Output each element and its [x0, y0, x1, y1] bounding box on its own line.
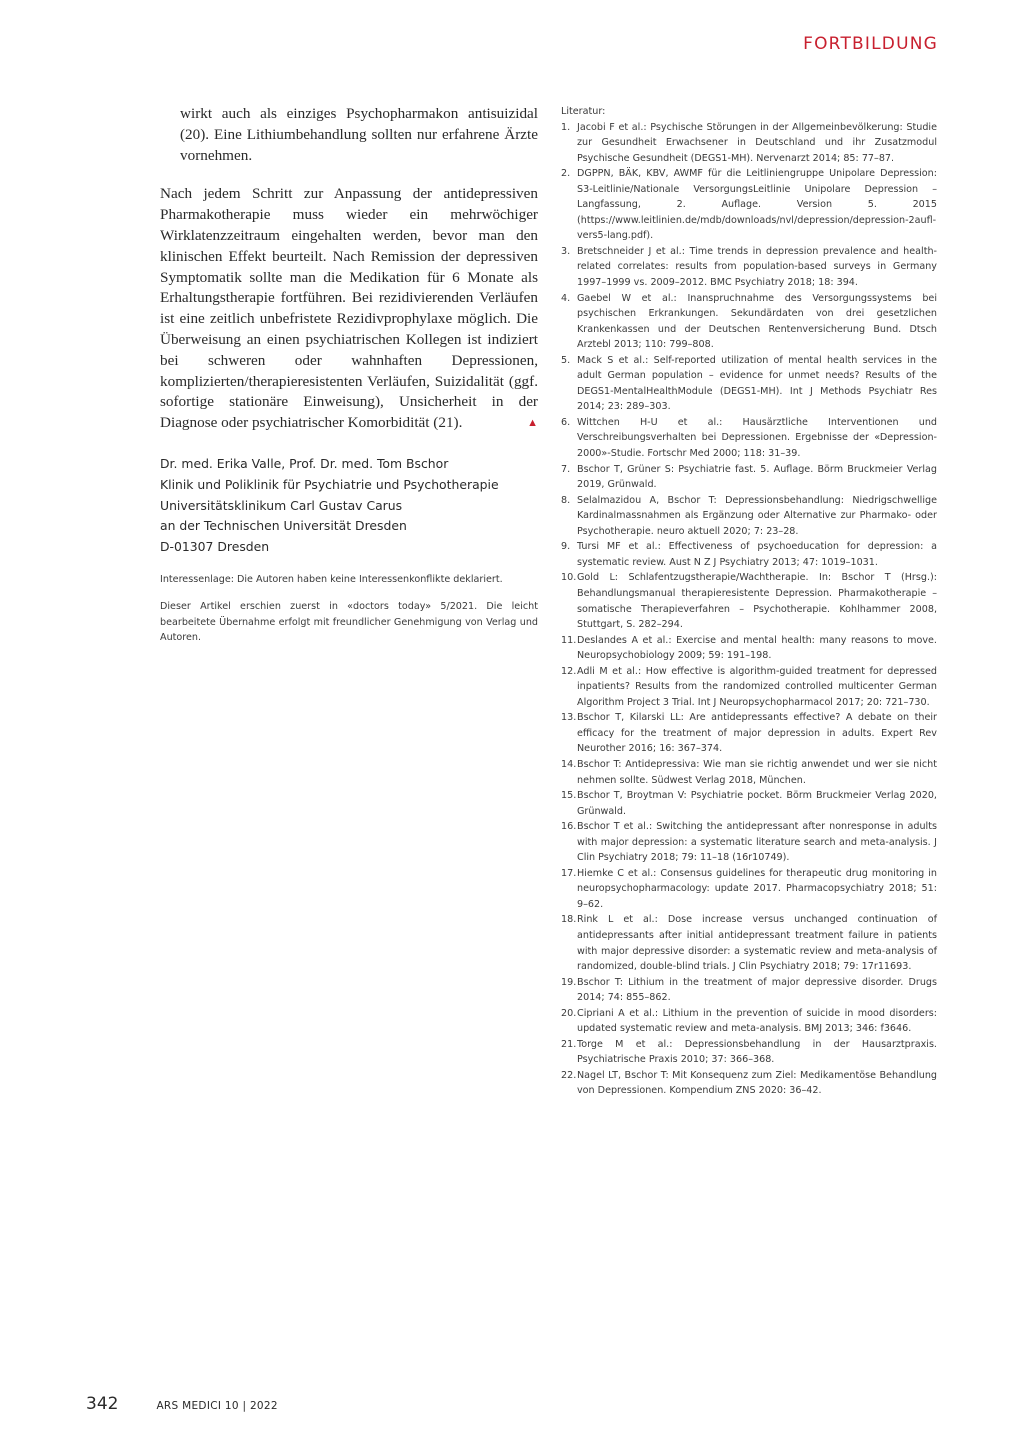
reference-text: Tursi MF et al.: Effectiveness of psychoeducation for depression: a systematic review. Aust N Z J Psychiatry 2013; 47: 1019–1031.	[577, 541, 937, 568]
reference-list	[561, 120, 937, 1099]
reference-number: 4.	[561, 292, 571, 304]
body-paragraph-2	[160, 184, 538, 434]
reference-text: DGPPN, BÄK, KBV, AWMF für die Leitliniengruppe Unipolare Depression: S3-Leitlinie/Nationale VersorgungsLeitlinie Unipolare Depression – Langfassung, 2. Auflage. Version 5. 2015 (https://www.leitlinien.de/mdb/downloads/nvl/depression/depression-2aufl-vers5-lang.pdf).	[577, 168, 937, 242]
page-footer	[86, 1394, 486, 1414]
reference-text: Wittchen H-U et al.: Hausärztliche Interventionen und Verschreibungsverhalten bei Depressionen. Ergebnisse der «Depression-2000»-Studie. Fortschr Med 2000; 118: 31–39.	[577, 416, 937, 460]
body-paragraph-1: wirkt auch als einziges Psychopharmakon antisuizidal (20). Eine Lithiumbehandlung sollten nur erfahrene Ärzte vornehmen.	[180, 105, 538, 164]
reference-text: Rink L et al.: Dose increase versus unchanged continuation of antidepressants after initial antidepressant treatment failure in patients with major depressive disorder: a systematic review and meta-analysis of randomized, double-blind trials. J Clin Psychiatry 2018; 79: 17r11693.	[577, 914, 937, 973]
reference-text: Bschor T, Kilarski LL: Are antidepressants effective? A debate on their efficacy for the treatment of major depression in adults. Expert Rev Neurother 2016; 16: 367–374.	[577, 712, 937, 755]
reference-text: Gaebel W et al.: Inanspruchnahme des Versorgungssystems bei psychischen Erkrankungen. Sekundärdaten von drei gesetzlichen Krankenkassen und der Deutschen Rentenversicherung Bund. Dtsch Arztebl 2013; 110: 799–808.	[577, 292, 937, 351]
reference-text: Gold L: Schlafentzugstherapie/Wachtherapie. In: Bschor T (Hrsg.): Behandlungsmanual therapieresistente Depression. Pharmakotherapie – somatische Therapieverfahren – Psychotherapie. Kohlhammer 2008, Stuttgart, S. 282–294.	[577, 572, 937, 631]
reference-item	[561, 539, 937, 570]
reference-number: 5.	[561, 354, 571, 366]
reference-number: 10.	[561, 572, 577, 584]
reference-text: Adli M et al.: How effective is algorithm-guided treatment for depressed inpatients? Results from the randomized controlled multicenter German Algorithm Project 3 Trial. Int J Neuropsychopharmacol 2017; 20: 721–730.	[577, 665, 937, 708]
reference-item	[561, 1037, 937, 1068]
article-body-column	[160, 104, 538, 646]
reference-number: 11.	[561, 634, 577, 646]
reference-item	[561, 975, 937, 1006]
reference-text: Bschor T et al.: Switching the antidepressant after nonresponse in adults with major depression: a systematic literature search and meta-analysis. J Clin Psychiatry 2018; 79: 11–18 (16r10749).	[577, 821, 937, 864]
reference-number: 7.	[561, 463, 571, 475]
conflict-of-interest-note: Interessenlage: Die Autoren haben keine Interessenkonflikte deklariert.	[160, 573, 503, 585]
reference-item	[561, 570, 937, 632]
reference-item	[561, 866, 937, 913]
reference-text: Nagel LT, Bschor T: Mit Konsequenz zum Ziel: Medikamentöse Behandlung von Depressionen. Kompendium ZNS 2020: 36–42.	[577, 1069, 937, 1097]
reference-item	[561, 291, 937, 353]
reference-number: 18.	[561, 914, 577, 926]
journal-issue: ARS MEDICI 10 | 2022	[156, 1400, 278, 1412]
reference-number: 2.	[561, 168, 571, 180]
author-hospital: Universitätsklinikum Carl Gustav Carus	[160, 497, 403, 513]
reference-text: Cipriani A et al.: Lithium in the prevention of suicide in mood disorders: updated systematic review and meta-analysis. BMJ 2013; 346: f3646.	[577, 1007, 937, 1035]
publication-note: Dieser Artikel erschien zuerst in «doctors today» 5/2021. Die leicht bearbeitete Übernahme erfolgt mit freundlicher Genehmigung von Verlag und Autoren.	[160, 601, 538, 644]
reference-number: 19.	[561, 976, 577, 988]
reference-number: 12.	[561, 665, 577, 677]
reference-item	[561, 462, 937, 493]
reference-item	[561, 710, 937, 757]
reference-item	[561, 415, 937, 462]
reference-item	[561, 664, 937, 711]
reference-text: Bschor T, Grüner S: Psychiatrie fast. 5. Auflage. Börm Bruckmeier Verlag 2019, Grünwald.	[577, 463, 937, 491]
literature-column	[561, 104, 937, 1099]
reference-item	[561, 493, 937, 540]
reference-text: Bschor T, Broytman V: Psychiatrie pocket. Börm Bruckmeier Verlag 2020, Grünwald.	[577, 790, 937, 817]
reference-text: Selalmazidou A, Bschor T: Depressionsbehandlung: Niedrigschwellige Kardinalmassnahmen als Ergänzung oder Alternative zur Pharmako- oder Psychotherapie. neuro aktuell 2020; 7: 23–28.	[577, 494, 937, 537]
literature-heading: Literatur:	[561, 106, 606, 117]
reference-item	[561, 1068, 937, 1099]
reference-item	[561, 353, 937, 415]
reference-item	[561, 788, 937, 819]
reference-number: 17.	[561, 867, 577, 879]
reference-number: 21.	[561, 1038, 577, 1050]
page-number: 342	[86, 1394, 119, 1414]
section-header: FORTBILDUNG	[803, 34, 938, 54]
reference-text: Bschor T: Lithium in the treatment of major depressive disorder. Drugs 2014; 74: 855–862.	[577, 976, 937, 1004]
author-block	[160, 454, 538, 558]
author-university: an der Technischen Universität Dresden	[160, 518, 407, 534]
reference-item	[561, 244, 937, 291]
reference-number: 16.	[561, 821, 577, 833]
reference-number: 22.	[561, 1069, 577, 1081]
reference-text: Hiemke C et al.: Consensus guidelines for therapeutic drug monitoring in neuropsychopharmacology: update 2017. Pharmacopsychiatry 2018; 51: 9–62.	[577, 867, 937, 910]
reference-item	[561, 633, 937, 664]
reference-number: 3.	[561, 245, 571, 257]
reference-item	[561, 819, 937, 866]
body-paragraph-2-text: Nach jedem Schritt zur Anpassung der antidepressiven Pharmakotherapie muss wieder ein mehrwöchiger Wirklatenzzeitraum eingehalten werden, bevor man den klinischen Effekt beurteilt. Nach Remission der depressiven Symptomatik sollte man die Medikation für 6 Monate als Erhaltungstherapie fortführen. Bei rezidivierenden Verläufen ist eine zeitlich unbefristete Rezidivprophylaxe möglich. Die Überweisung an einen psychiatrischen Kollegen ist indiziert bei schweren oder wahnhaften Depressionen, komplizierten/therapieresistenten Verläufen, Suizidalität (ggf. sofortige stationäre Einweisung), Unsicherheit in der Diagnose oder psychiatrischer Komorbidität (21).	[160, 185, 538, 432]
reference-text: Torge M et al.: Depressionsbehandlung in der Hausarztpraxis. Psychiatrische Praxis 2010; 37: 366–368.	[577, 1038, 937, 1066]
reference-number: 20.	[561, 1007, 577, 1019]
reference-number: 15.	[561, 790, 577, 802]
reference-item	[561, 757, 937, 788]
reference-text: Mack S et al.: Self-reported utilization of mental health services in the adult German population – evidence for unmet needs? Results of the DEGS1-MentalHealthModule (DEGS1-MH). Int J Methods Psychiatr Res 2014; 23: 289–303.	[577, 354, 937, 413]
reference-item	[561, 1006, 937, 1037]
reference-number: 13.	[561, 712, 577, 724]
reference-item	[561, 166, 937, 244]
author-clinic: Klinik und Poliklinik für Psychiatrie und Psychotherapie	[160, 476, 499, 492]
reference-text: Bretschneider J et al.: Time trends in depression prevalence and health-related correlates: results from population-based surveys in Germany 1997–1999 vs. 2009–2012. BMC Psychiatry 2018; 18: 394.	[577, 245, 937, 289]
author-address: D-01307 Dresden	[160, 539, 270, 555]
reference-text: Deslandes A et al.: Exercise and mental health: many reasons to move. Neuropsychobiology 2009; 59: 191–198.	[577, 634, 937, 662]
reference-item	[561, 912, 937, 974]
reference-number: 6.	[561, 416, 571, 428]
reference-number: 14.	[561, 758, 577, 770]
article-end-triangle-icon: ▲	[527, 417, 538, 430]
reference-number: 9.	[561, 541, 571, 553]
reference-text: Jacobi F et al.: Psychische Störungen in der Allgemeinbevölkerung: Studie zur Gesundheit Erwachsener in Deutschland und ihr Zusatzmodul Psychische Gesundheit (DEGS1-MH). Nervenarzt 2014; 85: 77–87.	[577, 121, 937, 164]
reference-item	[561, 120, 937, 167]
reference-number: 1.	[561, 121, 571, 133]
author-names: Dr. med. Erika Valle, Prof. Dr. med. Tom Bschor	[160, 455, 449, 471]
reference-number: 8.	[561, 494, 571, 506]
reference-text: Bschor T: Antidepressiva: Wie man sie richtig anwendet und wer sie nicht nehmen sollte. Südwest Verlag 2018, München.	[577, 758, 937, 786]
